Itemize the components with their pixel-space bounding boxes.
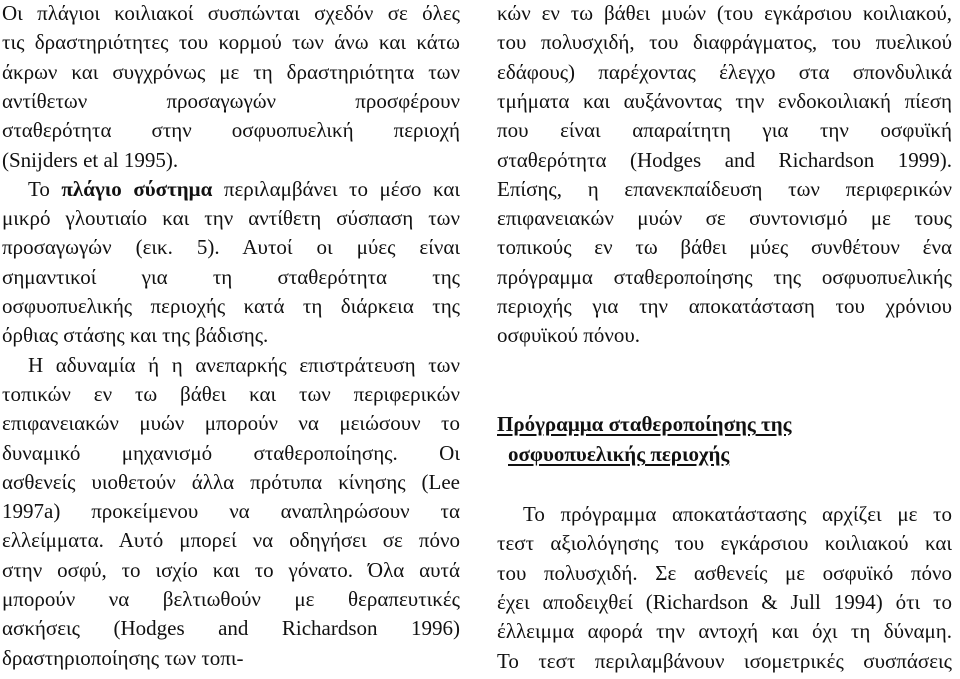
text-line: δυναμικό μηχανισμό σταθεροποίησης. Οι [2, 440, 460, 465]
text-line: στην οσφύ, το ισχίο και το γόνατο. Όλα αυτά [2, 557, 460, 582]
text-line: κών εν τω βάθει μυών (του εγκάρσιου κοιλιακού, [497, 1, 952, 25]
text-line: άκρων και συγχρόνως με τη δραστηριότητα των [2, 59, 460, 84]
text-line: επιφανειακών μυών σε συντονισμό με τους [497, 206, 952, 231]
text-line: εδάφους) παρέχοντας έλεγχο στα σπονδυλικά [497, 59, 952, 84]
text-line: τοπικών εν τω βάθει και των περιφερικών [2, 381, 460, 406]
text-line: ελλείμματα. Αυτό μπορεί να οδηγήσει σε πόνο [2, 528, 460, 553]
text-line: Η αδυναμία ή η ανεπαρκής επιστράτευση των [28, 352, 460, 377]
text-line: οσφυϊκού πόνου. [497, 323, 641, 348]
text-line: μπορούν να βελτιωθούν με θεραπευτικές [2, 587, 460, 611]
text-line: (Snijders et al 1995). [2, 147, 179, 172]
text-line: Οι πλάγιοι κοιλιακοί συσπώνται σχεδόν σε όλες [2, 1, 460, 25]
text-line: ασκήσεις (Hodges and Richardson 1996) [2, 616, 460, 641]
text-line: αντίθετων προσαγωγών προσφέρουν [2, 88, 460, 113]
text-line: προσαγωγών (εικ. 5). Αυτοί οι μύες είναι [2, 235, 460, 260]
text-run: περιλαμβάνει το μέσο και [212, 176, 460, 201]
text-line: τοπικούς εν τω βάθει μύες συνθέτουν ένα [497, 235, 952, 260]
text-line: 1997a) προκείμενου να αναπληρώσουν τα [2, 499, 460, 524]
text-line: δραστηριοποίησης των τοπι- [2, 645, 244, 670]
text-line: σημαντικοί για τη σταθερότητα της [2, 264, 460, 289]
text-line: Το τεστ περιλαμβάνουν ισομετρικές συσπάσεις [497, 648, 952, 673]
bold-term: πλάγιο σύστημα [61, 176, 213, 201]
heading-line-2: οσφυοπυελικής περιοχής [508, 442, 730, 466]
text-line: που είναι απαραίτητη για την οσφυϊκή [497, 118, 952, 143]
text-line: οσφυοπυελικής περιοχής κατά τη διάρκεια της [2, 294, 460, 318]
text-line: έχει αποδειχθεί (Richardson & Jull 1994) ότι το [497, 589, 952, 614]
text-run: Το [28, 176, 62, 201]
text-line: σταθερότητα στην οσφυοπυελική περιοχή [2, 118, 460, 143]
heading-line-1: Πρόγραμμα σταθεροποίησης της [497, 412, 792, 436]
text-line: σταθερότητα (Hodges and Richardson 1999). [497, 147, 952, 172]
text-line: όρθιας στάσης και της βάδισης. [2, 323, 269, 348]
text-line: έλλειμμα αφορά την αντοχή και όχι τη δύναμη. [497, 619, 952, 644]
text-line [28, 177, 460, 201]
text-line: επιφανειακών μυών μπορούν να μειώσουν το [2, 411, 460, 436]
text-line: τμήματα και αυξάνοντας την ενδοκοιλιακή πίεση [497, 88, 952, 113]
text-line: περιοχής για την αποκατάσταση του χρόνιου [497, 294, 952, 318]
text-line: πρόγραμμα σταθεροποίησης της οσφυοπυελικής [497, 264, 952, 289]
text-line: του πολυσχιδή, του διαφράγματος, του πυελικού [497, 30, 952, 55]
text-line: του πολυσχιδή. Σε ασθενείς με οσφυϊκό πόνο [497, 560, 952, 585]
text-line: τις δραστηριότητες του κορμού των άνω και κάτω [2, 30, 460, 55]
text-line: Το πρόγραμμα αποκατάστασης αρχίζει με το [523, 502, 952, 526]
text-line: ασθενείς υιοθετούν άλλα πρότυπα κίνησης (Lee [2, 469, 460, 494]
text-line: Επίσης, η επανεκπαίδευση των περιφερικών [497, 176, 952, 201]
text-line: μικρό γλουτιαίο και την αντίθετη σύσπαση των [2, 206, 460, 231]
text-line: τεστ αξιολόγησης του εγκάρσιου κοιλιακού και [497, 531, 952, 556]
